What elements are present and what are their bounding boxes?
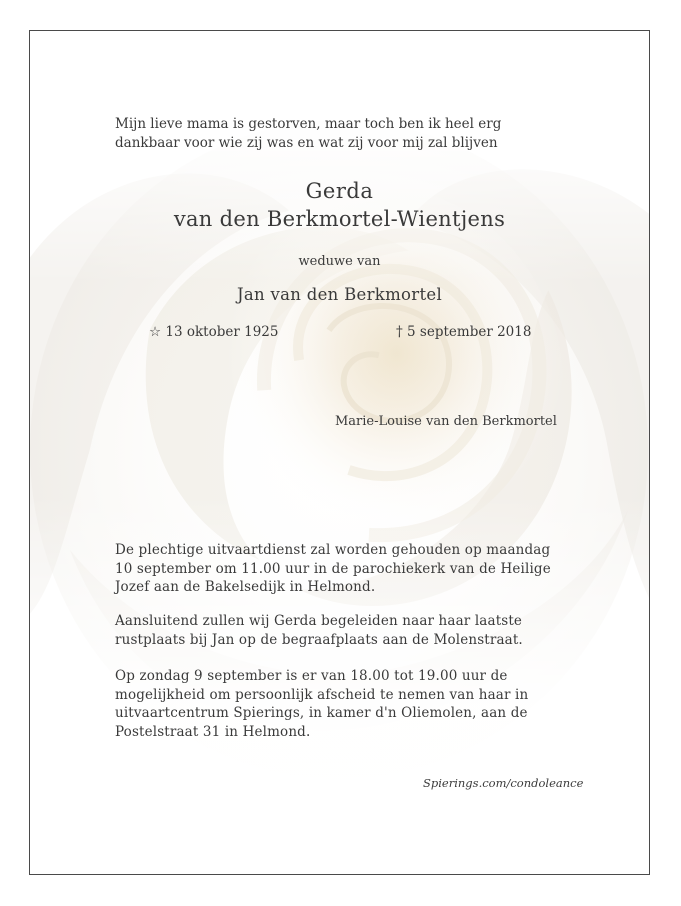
intro-text bbox=[115, 115, 501, 153]
death-date: † 5 september 2018 bbox=[396, 324, 532, 340]
white-rose-background bbox=[30, 31, 649, 874]
deceased-first-name: Gerda bbox=[305, 179, 374, 203]
burial-paragraph bbox=[115, 612, 523, 649]
paragraph-line: Postelstraat 31 in Helmond. bbox=[115, 723, 311, 740]
paragraph-line: De plechtige uitvaartdienst zal worden gehouden op maandag bbox=[115, 542, 551, 558]
paragraph-line: Jozef aan de Bakelsedijk in Helmond. bbox=[115, 579, 376, 595]
paragraph-line: uitvaartcentrum Spierings, in kamer d'n Oliemolen, aan de bbox=[115, 705, 528, 721]
intro-line-1: Mijn lieve mama is gestorven, maar toch ben ik heel erg bbox=[115, 116, 502, 132]
intro-line-2: dankbaar voor wie zij was en wat zij voor mij zal blijven bbox=[115, 135, 498, 151]
paragraph-line: rustplaats bij Jan op de begraafplaats aan de Molenstraat. bbox=[115, 631, 523, 648]
widow-of-label: weduwe van bbox=[298, 254, 381, 269]
paragraph-line: Aansluitend zullen wij Gerda begeleiden naar haar laatste bbox=[115, 613, 523, 629]
paragraph-line: Op zondag 9 september is er van 18.00 tot 19.00 uur de bbox=[115, 668, 508, 684]
obituary-card bbox=[29, 30, 650, 875]
husband-name: Jan van den Berkmortel bbox=[236, 285, 443, 304]
farewell-paragraph bbox=[115, 667, 528, 741]
birth-date: ☆ 13 oktober 1925 bbox=[149, 324, 279, 340]
signer-name: Marie-Louise van den Berkmortel bbox=[335, 414, 557, 429]
funeral-service-paragraph bbox=[115, 541, 551, 597]
deceased-full-name: van den Berkmortel-Wientjens bbox=[173, 207, 506, 231]
condolence-website[interactable]: Spierings.com/condoleance bbox=[423, 776, 584, 790]
paragraph-line: 10 september om 11.00 uur in de parochiekerk van de Heilige bbox=[115, 560, 551, 577]
paragraph-line: mogelijkheid om persoonlijk afscheid te nemen van haar in bbox=[115, 686, 529, 703]
